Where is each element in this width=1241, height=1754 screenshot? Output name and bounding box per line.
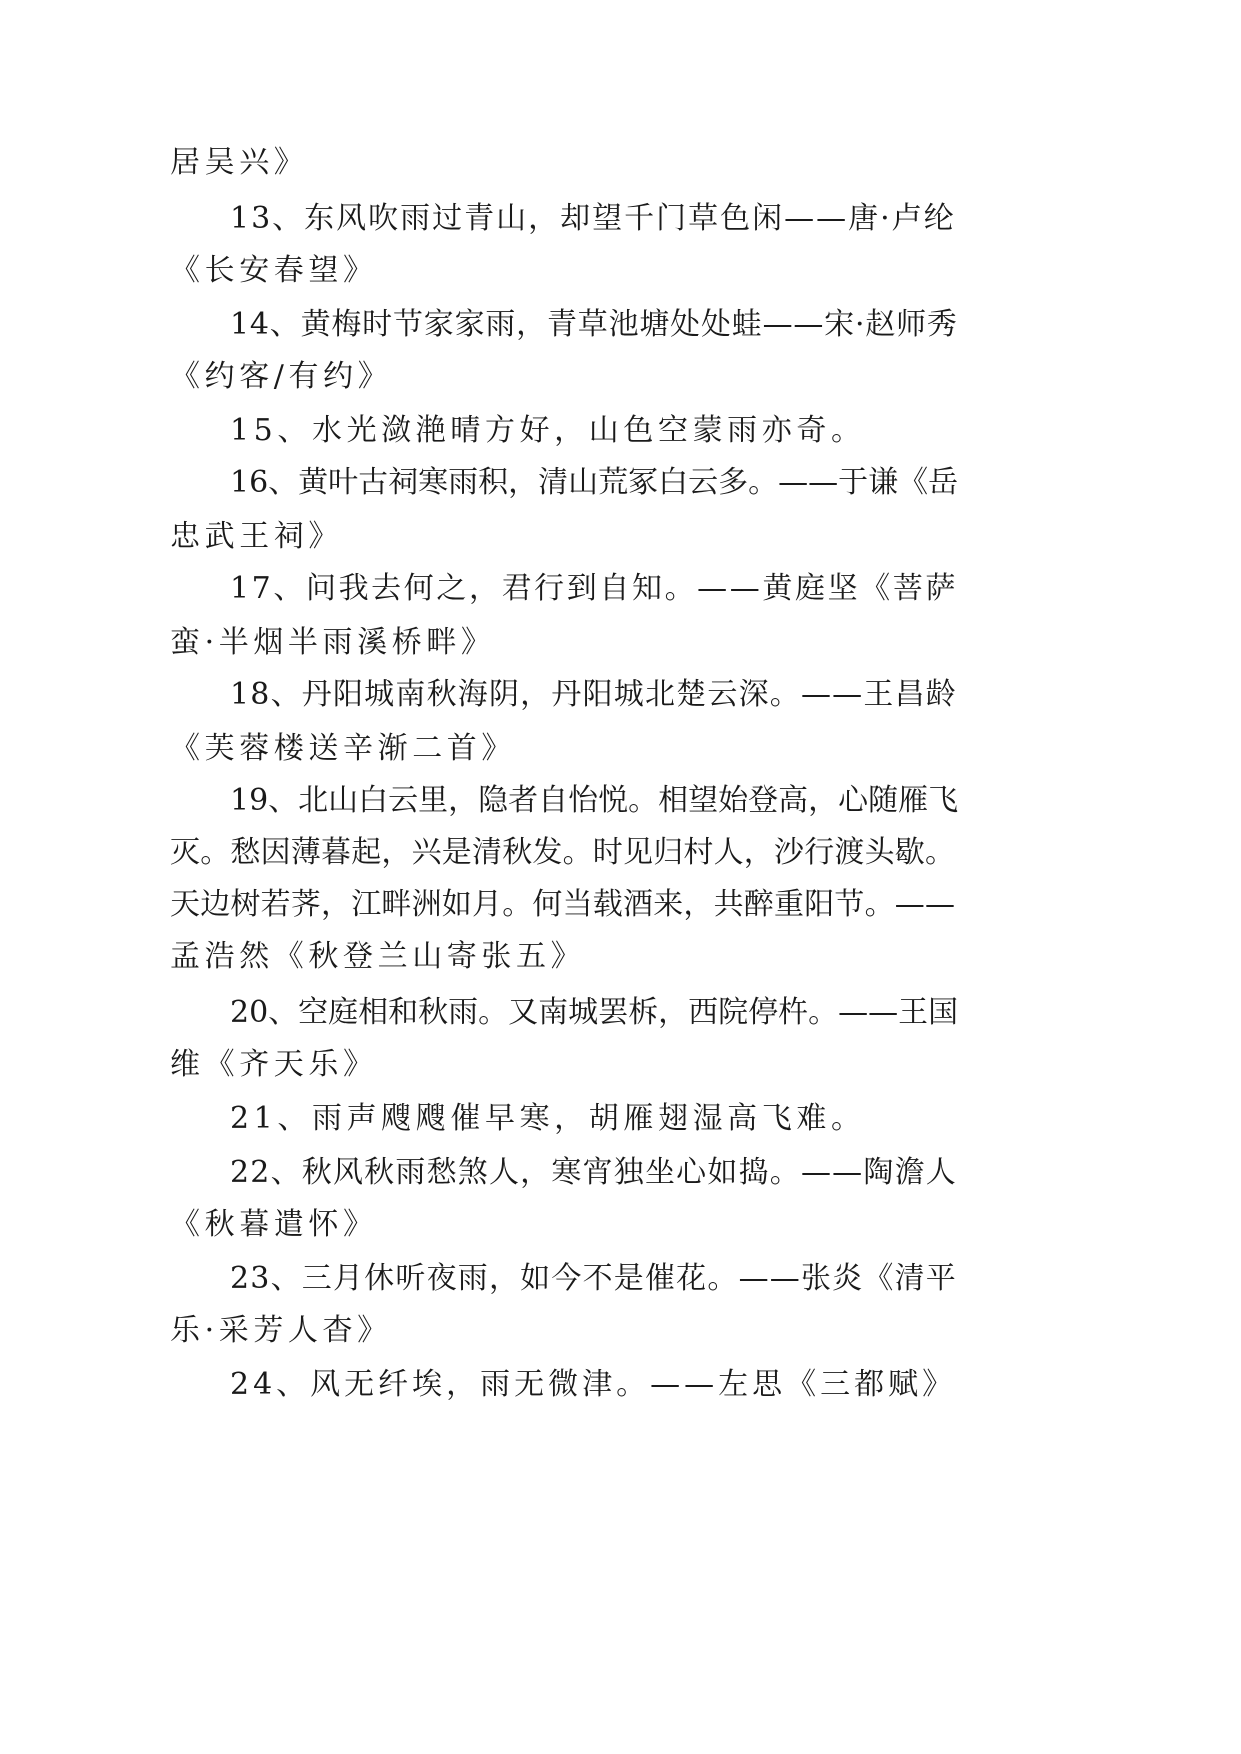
text-line: 《秋暮遣怀》 bbox=[170, 1207, 378, 1242]
text-line: 天边树若荠，江畔洲如月。何当载酒来，共醉重阳节。—— bbox=[170, 887, 956, 922]
text-line: 20、空庭相和秋雨。又南城罢柝，西院停杵。——王国 bbox=[230, 995, 959, 1030]
text-line: 15、水光潋滟晴方好，山色空蒙雨亦奇。 bbox=[230, 413, 866, 448]
text-line: 维《齐天乐》 bbox=[170, 1047, 378, 1082]
text-line: 18、丹阳城南秋海阴，丹阳城北楚云深。——王昌龄 bbox=[230, 677, 957, 712]
text-line: 19、北山白云里，隐者自怡悦。相望始登高，心随雁飞 bbox=[230, 783, 959, 818]
text-line: 16、黄叶古祠寒雨积，清山荒冢白云多。——于谦《岳 bbox=[230, 465, 959, 500]
text-line: 13、东风吹雨过青山，却望千门草色闲——唐·卢纶 bbox=[230, 201, 956, 236]
text-line: 17、问我去何之，君行到自知。——黄庭坚《菩萨 bbox=[230, 571, 958, 606]
text-line: 《约客/有约》 bbox=[170, 359, 393, 394]
text-line: 14、黄梅时节家家雨，青草池塘处处蛙——宋·赵师秀 bbox=[230, 307, 958, 342]
text-line: 《长安春望》 bbox=[170, 253, 378, 288]
text-line: 21、雨声飕飕催早寒，胡雁翅湿高飞难。 bbox=[230, 1101, 866, 1136]
text-line: 22、秋风秋雨愁煞人，寒宵独坐心如捣。——陶澹人 bbox=[230, 1155, 957, 1190]
text-line: 忠武王祠》 bbox=[170, 519, 343, 554]
text-line: 《芙蓉楼送辛渐二首》 bbox=[170, 731, 516, 766]
text-line: 灭。愁因薄暮起，兴是清秋发。时见归村人，沙行渡头歇。 bbox=[170, 835, 956, 870]
text-line: 蛮·半烟半雨溪桥畔》 bbox=[170, 625, 496, 660]
text-line: 居吴兴》 bbox=[170, 145, 309, 180]
text-line: 孟浩然《秋登兰山寄张五》 bbox=[170, 939, 586, 974]
text-line: 乐·采芳人杳》 bbox=[170, 1313, 392, 1348]
text-line: 23、三月休听夜雨，如今不是催花。——张炎《清平 bbox=[230, 1261, 957, 1296]
text-line: 24、风无纤埃，雨无微津。——左思《三都赋》 bbox=[230, 1367, 957, 1402]
